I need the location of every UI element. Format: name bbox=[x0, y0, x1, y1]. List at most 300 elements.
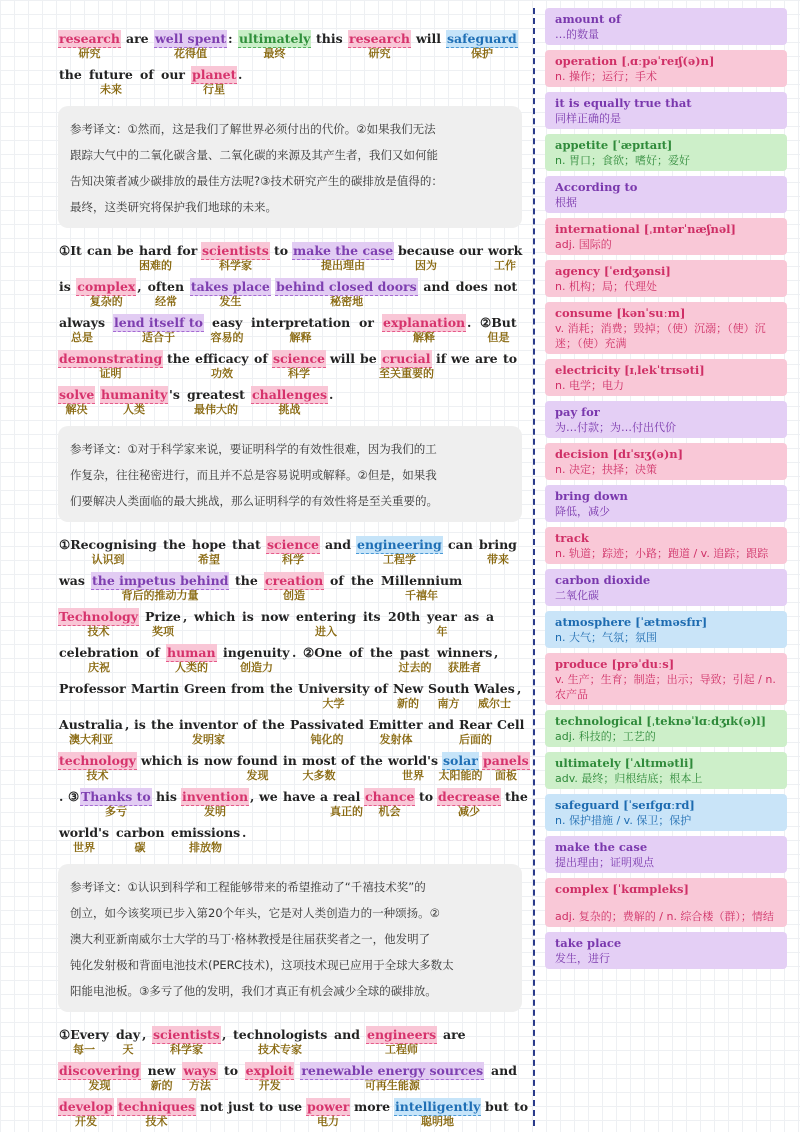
word-gloss: 证明 bbox=[99, 367, 122, 380]
word: we bbox=[451, 351, 470, 366]
word-gloss: 工程学 bbox=[383, 553, 416, 566]
word: for bbox=[177, 243, 198, 258]
word-gloss: 科学家 bbox=[170, 1043, 203, 1056]
translation-box bbox=[58, 426, 522, 522]
word: not bbox=[200, 1099, 224, 1114]
highlighted-word: renewable energy sources bbox=[301, 1063, 484, 1078]
vocab-term: safeguard [ˈseɪfɡɑːrd] bbox=[555, 798, 695, 812]
text-line bbox=[58, 750, 529, 786]
word-gloss: 世界 bbox=[73, 841, 95, 854]
word: of bbox=[254, 351, 268, 366]
vocab-card bbox=[545, 752, 787, 789]
word-gloss: 发现 bbox=[88, 1079, 111, 1092]
word: are bbox=[475, 351, 498, 366]
highlighted-word: takes place bbox=[190, 279, 270, 294]
vocab-term: operation [ˌɑːpəˈreɪʃ(ə)n] bbox=[555, 54, 715, 68]
vocab-term: complex [ˈkɑmpleks] bbox=[555, 882, 689, 896]
word-gloss: 获胜者 bbox=[448, 661, 481, 674]
word: to bbox=[514, 1099, 529, 1114]
word: now bbox=[204, 753, 233, 768]
word-gloss: 南方 bbox=[437, 697, 460, 710]
vocab-term: decision [dɪˈsɪʒ(ə)n] bbox=[555, 447, 684, 461]
word: Professor bbox=[59, 681, 126, 696]
highlighted-word: Thanks to bbox=[81, 789, 151, 804]
word: the bbox=[351, 573, 374, 588]
word: future bbox=[89, 67, 133, 82]
word-gloss: 认识到 bbox=[91, 553, 125, 566]
vocab-card bbox=[545, 218, 787, 255]
word-gloss: 未来 bbox=[100, 83, 122, 96]
word: a bbox=[320, 789, 329, 804]
vocab-card bbox=[545, 8, 787, 45]
word: that bbox=[232, 537, 261, 552]
word: because bbox=[398, 243, 455, 258]
vocab-card bbox=[545, 443, 787, 480]
text-line bbox=[58, 240, 522, 276]
word: of bbox=[341, 753, 355, 768]
word-gloss: 方法 bbox=[188, 1079, 211, 1092]
translation-line: 作复杂，往往秘密进行，而且并不总是容易说明或解释。②但是，如果我 bbox=[70, 468, 437, 482]
word-gloss: 钝化的 bbox=[310, 733, 344, 746]
vocab-term: technological [ˌteknəˈlɑːdʒɪk(ə)l] bbox=[555, 714, 767, 728]
vocab-definition: 根据 bbox=[555, 196, 577, 209]
vocab-term: track bbox=[555, 531, 589, 545]
word: the bbox=[370, 645, 393, 660]
word-gloss: 机会 bbox=[378, 805, 401, 818]
highlighted-word: the impetus behind bbox=[92, 573, 229, 588]
highlighted-word: techniques bbox=[118, 1099, 196, 1114]
highlighted-word: crucial bbox=[382, 351, 431, 366]
word-gloss: 至关重要的 bbox=[379, 367, 434, 380]
highlighted-word: challenges bbox=[252, 387, 328, 402]
vocab-definition: n. 轨道；踪迹；小路；跑道 / v. 追踪；跟踪 bbox=[555, 547, 769, 560]
word: and bbox=[491, 1063, 517, 1078]
word: ingenuity bbox=[223, 645, 290, 660]
highlighted-word: make the case bbox=[293, 243, 394, 258]
word-gloss: 减少 bbox=[458, 805, 480, 818]
word: new bbox=[147, 1063, 176, 1078]
word: Emitter bbox=[369, 717, 423, 732]
vocab-card bbox=[545, 710, 787, 747]
highlighted-word: science bbox=[273, 351, 326, 366]
text-line bbox=[58, 1024, 522, 1060]
word-gloss: 发明家 bbox=[192, 733, 225, 746]
column-divider bbox=[533, 8, 535, 1126]
word-gloss: 真正的 bbox=[330, 805, 363, 818]
word: his bbox=[156, 789, 177, 804]
word: South bbox=[428, 681, 470, 696]
word: and bbox=[423, 279, 450, 294]
vocab-definition: n. 机构；局；代理处 bbox=[555, 280, 657, 293]
word: and bbox=[428, 717, 454, 732]
word: world's bbox=[388, 753, 439, 768]
word-gloss: 人类的 bbox=[175, 661, 208, 674]
word-gloss: 新的 bbox=[397, 697, 419, 710]
word: ①Recognising bbox=[59, 537, 157, 552]
word: Rear bbox=[459, 717, 493, 732]
word-gloss: 进入 bbox=[315, 625, 337, 638]
highlighted-word: demonstrating bbox=[59, 351, 163, 366]
word-gloss: 技术 bbox=[87, 625, 110, 638]
vocab-card bbox=[545, 401, 787, 438]
highlighted-word: planet bbox=[192, 67, 237, 82]
highlighted-word: ultimately bbox=[239, 31, 311, 46]
word: can bbox=[448, 537, 473, 552]
word: the bbox=[59, 67, 82, 82]
word-gloss: 创造 bbox=[283, 589, 305, 602]
vocab-definition: 发生，进行 bbox=[555, 952, 610, 965]
vocab-card bbox=[545, 134, 787, 171]
vocab-term: amount of bbox=[555, 12, 621, 26]
word: interpretation bbox=[251, 315, 351, 330]
word: : bbox=[228, 31, 233, 46]
word-gloss: 太阳能的 bbox=[438, 769, 483, 782]
word: day bbox=[116, 1027, 141, 1042]
word: the bbox=[167, 351, 190, 366]
word: have bbox=[283, 789, 316, 804]
word-gloss: 最终 bbox=[263, 47, 286, 60]
word: of bbox=[330, 573, 344, 588]
word: ③ bbox=[68, 789, 80, 804]
word: but bbox=[485, 1099, 509, 1114]
vocab-term: pay for bbox=[555, 405, 600, 419]
word-gloss: 花得值 bbox=[174, 47, 207, 60]
word-gloss: 发现 bbox=[246, 769, 269, 782]
word-gloss: 发明 bbox=[204, 805, 226, 818]
highlighted-word: creation bbox=[265, 573, 324, 588]
word: to bbox=[419, 789, 434, 804]
vocab-card bbox=[545, 92, 787, 129]
text-line bbox=[58, 786, 528, 822]
highlighted-word: intelligently bbox=[395, 1099, 481, 1114]
highlighted-word: scientists bbox=[153, 1027, 220, 1042]
word-gloss: 解释 bbox=[289, 331, 312, 344]
word: , bbox=[517, 681, 522, 696]
vocab-term: agency [ˈeɪdʒənsi] bbox=[555, 264, 671, 278]
word: Passivated bbox=[290, 717, 364, 732]
word: to bbox=[224, 1063, 239, 1078]
text-line bbox=[58, 1096, 529, 1132]
word-gloss: 提出理由 bbox=[321, 259, 365, 272]
word: , bbox=[222, 1027, 227, 1042]
highlighted-word: engineering bbox=[357, 537, 442, 552]
word: . bbox=[242, 825, 247, 840]
word-gloss: 功效 bbox=[211, 367, 233, 380]
highlighted-word: power bbox=[307, 1099, 350, 1114]
word: ①It bbox=[59, 243, 82, 258]
word-gloss: 研究 bbox=[78, 47, 101, 60]
word: . bbox=[329, 387, 334, 402]
word: real bbox=[333, 789, 361, 804]
highlighted-word: decrease bbox=[438, 789, 500, 804]
highlighted-word: solve bbox=[59, 387, 95, 402]
vocab-term: international [ˌɪntərˈnæʃnəl] bbox=[555, 222, 736, 236]
word-gloss: 威尔士 bbox=[478, 697, 511, 710]
word-gloss: 工程师 bbox=[385, 1043, 418, 1056]
word-gloss: 可再生能源 bbox=[364, 1079, 420, 1092]
word-gloss: 千禧年 bbox=[405, 589, 438, 602]
word: year bbox=[427, 609, 457, 624]
highlighted-word: discovering bbox=[59, 1063, 140, 1078]
highlighted-word: explanation bbox=[383, 315, 466, 330]
vocab-definition: n. 胃口；食欲；嗜好；爱好 bbox=[555, 154, 690, 167]
vocab-definition: n. 保护措施 / v. 保卫；保护 bbox=[555, 814, 692, 827]
word: and bbox=[334, 1027, 360, 1042]
vocab-definition: adj. 科技的；工艺的 bbox=[555, 730, 656, 743]
vocab-definition: 为…付款；为…付出代价 bbox=[555, 421, 676, 434]
word: found bbox=[237, 753, 278, 768]
word: or bbox=[359, 315, 374, 330]
word-gloss: 电力 bbox=[317, 1115, 339, 1128]
word-gloss: 行星 bbox=[203, 83, 225, 96]
word: this bbox=[316, 31, 343, 46]
word-gloss: 最伟大的 bbox=[194, 403, 238, 416]
highlighted-word: research bbox=[59, 31, 120, 46]
word: of bbox=[140, 67, 154, 82]
word: the bbox=[235, 573, 258, 588]
highlighted-word: safeguard bbox=[447, 31, 517, 46]
word-gloss: 科学 bbox=[282, 553, 304, 566]
word-gloss: 创造力 bbox=[240, 661, 273, 674]
word-gloss: 人类 bbox=[123, 403, 145, 416]
text-line bbox=[58, 822, 522, 862]
word: from bbox=[231, 681, 265, 696]
text-line bbox=[58, 678, 522, 714]
vocab-card bbox=[545, 653, 787, 705]
word: if bbox=[436, 351, 447, 366]
word: Millennium bbox=[381, 573, 463, 588]
word: Martin bbox=[131, 681, 180, 696]
word-gloss: 奖项 bbox=[152, 625, 174, 638]
vocab-term: produce [prəˈduːs] bbox=[555, 657, 675, 671]
word: is bbox=[242, 609, 254, 624]
highlighted-word: ways bbox=[183, 1063, 217, 1078]
word: efficacy bbox=[195, 351, 249, 366]
word-gloss: 解决 bbox=[65, 403, 88, 416]
word-gloss: 技术 bbox=[86, 769, 109, 782]
vocab-card bbox=[545, 176, 787, 213]
translation-line: 告知决策者减少碳排放的最佳方法呢?③技术研究产生的碳排放是值得的： bbox=[70, 174, 443, 188]
word-gloss: 技术专家 bbox=[258, 1043, 302, 1056]
word: the bbox=[151, 717, 174, 732]
vocab-term: take place bbox=[555, 936, 622, 950]
vocab-definition: adj. 复杂的；费解的 / n. 综合楼（群）；情结 bbox=[555, 910, 774, 923]
word: the bbox=[270, 681, 293, 696]
word: just bbox=[228, 1099, 255, 1114]
vocab-card bbox=[545, 878, 787, 927]
word: are bbox=[443, 1027, 466, 1042]
word-gloss: 科学家 bbox=[219, 259, 252, 272]
word-gloss: 大学 bbox=[322, 697, 345, 710]
vocab-card bbox=[545, 932, 787, 969]
word: technologists bbox=[233, 1027, 328, 1042]
vocab-term: consume [kənˈsuːm] bbox=[555, 306, 686, 320]
word-gloss: 困难的 bbox=[139, 259, 172, 272]
highlighted-word: engineers bbox=[367, 1027, 437, 1042]
word-gloss: 开发 bbox=[258, 1079, 281, 1092]
word: . bbox=[467, 315, 472, 330]
vocab-definition: v. 消耗；消费；毁掉；（使）沉溺；（使）沉迷；（使）充满 bbox=[555, 322, 766, 350]
translation-line: 澳大利亚新南威尔士大学的马丁·格林教授是往届获奖者之一，他发明了 bbox=[70, 932, 431, 946]
vocab-term: atmosphere [ˈætməsfɪr] bbox=[555, 615, 708, 629]
word: Green bbox=[184, 681, 227, 696]
highlighted-word: well spent bbox=[155, 31, 227, 46]
word: winners bbox=[437, 645, 493, 660]
word: past bbox=[400, 645, 430, 660]
translation-line: 参考译文：①然而，这是我们了解世界必须付出的代价。②如果我们无法 bbox=[70, 122, 436, 136]
vocab-card bbox=[545, 485, 787, 522]
vocab-term: it is equally true that bbox=[555, 96, 692, 110]
word: does bbox=[455, 279, 488, 294]
highlighted-word: complex bbox=[77, 279, 136, 294]
highlighted-word: Technology bbox=[59, 609, 139, 624]
word: of bbox=[349, 645, 363, 660]
word: . bbox=[292, 645, 297, 660]
word: the bbox=[262, 717, 285, 732]
word-gloss: 复杂的 bbox=[89, 295, 123, 308]
vocab-card bbox=[545, 302, 787, 354]
vocab-card bbox=[545, 794, 787, 831]
translation-line: 参考译文：①认识到科学和工程能够带来的希望推动了“千禧技术奖”的 bbox=[70, 880, 426, 894]
text-line bbox=[58, 276, 522, 312]
highlighted-word: humanity bbox=[101, 387, 168, 402]
word-gloss: 科学 bbox=[288, 367, 310, 380]
word: New bbox=[393, 681, 424, 696]
word-gloss: 世界 bbox=[402, 769, 424, 782]
word: University bbox=[298, 681, 370, 696]
word-gloss: 开发 bbox=[75, 1115, 97, 1128]
word: 20th bbox=[388, 609, 421, 624]
vocab-term: carbon dioxide bbox=[555, 573, 651, 587]
word: most bbox=[302, 753, 337, 768]
word-gloss: 聪明地 bbox=[421, 1115, 454, 1128]
word: and bbox=[325, 537, 351, 552]
word: , bbox=[137, 279, 142, 294]
translation-box bbox=[58, 106, 522, 228]
word-gloss: 年 bbox=[436, 625, 448, 638]
word: carbon bbox=[116, 825, 165, 840]
word: often bbox=[147, 279, 185, 294]
word-gloss: 适合于 bbox=[142, 331, 175, 344]
word: Australia bbox=[59, 717, 123, 732]
word-gloss: 每一 bbox=[73, 1043, 95, 1056]
word: is bbox=[59, 279, 71, 294]
word-gloss: 碳 bbox=[134, 841, 146, 854]
word: be bbox=[117, 243, 134, 258]
word-gloss: 研究 bbox=[368, 47, 391, 60]
word: . bbox=[238, 67, 243, 82]
vocab-definition: n. 电学；电力 bbox=[555, 379, 624, 392]
word: inventor bbox=[179, 717, 238, 732]
highlighted-word: human bbox=[167, 645, 216, 660]
word-gloss: 发生 bbox=[219, 295, 242, 308]
text-line bbox=[58, 348, 522, 384]
word: now bbox=[261, 609, 290, 624]
word: was bbox=[59, 573, 85, 588]
text-line bbox=[58, 312, 522, 348]
word: can bbox=[87, 243, 112, 258]
highlighted-word: behind closed doors bbox=[276, 279, 417, 294]
text-line bbox=[58, 28, 522, 64]
word: the bbox=[360, 753, 383, 768]
word-gloss: 新的 bbox=[150, 1079, 173, 1092]
word: , bbox=[494, 645, 499, 660]
word: hope bbox=[192, 537, 227, 552]
vocab-term: electricity [ɪˌlekˈtrɪsəti] bbox=[555, 363, 705, 377]
text-line bbox=[58, 64, 522, 104]
word-gloss: 工作 bbox=[494, 259, 516, 272]
text-line bbox=[58, 1060, 522, 1096]
word: of bbox=[146, 645, 160, 660]
word-gloss: 后面的 bbox=[459, 733, 492, 746]
text-line bbox=[58, 570, 522, 606]
word: , bbox=[142, 1027, 147, 1042]
word-gloss: 希望 bbox=[198, 553, 220, 566]
word: in bbox=[283, 753, 297, 768]
word: of bbox=[243, 717, 257, 732]
word-gloss: 总是 bbox=[71, 331, 93, 344]
text-line bbox=[58, 384, 522, 424]
highlighted-word: scientists bbox=[202, 243, 269, 258]
word: will bbox=[416, 31, 442, 46]
word: is bbox=[187, 753, 199, 768]
word: Cell bbox=[497, 717, 525, 732]
highlighted-word: research bbox=[349, 31, 410, 46]
word-gloss: 背后的推动力量 bbox=[121, 589, 199, 602]
word: , bbox=[250, 789, 255, 804]
vocab-card bbox=[545, 50, 787, 87]
translation-line: 最终，这类研究将保护我们地球的未来。 bbox=[70, 200, 277, 214]
highlighted-word: chance bbox=[365, 789, 415, 804]
word-gloss: 排放物 bbox=[189, 841, 222, 854]
word-gloss: 天 bbox=[122, 1043, 134, 1056]
word: as bbox=[464, 609, 480, 624]
highlighted-word: develop bbox=[59, 1099, 113, 1114]
word: more bbox=[354, 1099, 391, 1114]
vocab-definition: 降低，减少 bbox=[555, 505, 610, 518]
translation-box bbox=[58, 864, 522, 1012]
text-line bbox=[58, 642, 522, 678]
translation-line: 跟踪大气中的二氧化碳含量、二氧化碳的来源及其产生者，我们又如何能 bbox=[70, 148, 438, 162]
word: is bbox=[134, 717, 146, 732]
word-gloss: 挑战 bbox=[278, 403, 301, 416]
translation-line: 创立，如今该奖项已步入第20个年头，它是对人类创造力的一种颂扬。② bbox=[70, 906, 440, 920]
word-gloss: 容易的 bbox=[210, 331, 244, 344]
text-line bbox=[58, 714, 525, 750]
word: we bbox=[259, 789, 278, 804]
highlighted-word: invention bbox=[182, 789, 249, 804]
word: always bbox=[59, 315, 106, 330]
word: are bbox=[126, 31, 149, 46]
word-gloss: 大多数 bbox=[302, 769, 336, 782]
word-gloss: 面板 bbox=[495, 769, 517, 782]
word-gloss: 保护 bbox=[471, 47, 493, 60]
text-line bbox=[58, 606, 522, 642]
highlighted-word: technology bbox=[59, 753, 136, 768]
word: be bbox=[360, 351, 377, 366]
word: bring bbox=[479, 537, 517, 552]
vocab-definition: n. 决定；抉择；决策 bbox=[555, 463, 657, 476]
vocab-definition: v. 生产；生育；制造；出示；导致；引起 / n. 农产品 bbox=[555, 673, 776, 701]
word-gloss: 解释 bbox=[413, 331, 435, 344]
vocab-card bbox=[545, 359, 787, 396]
word-gloss: 带来 bbox=[487, 553, 509, 566]
word: greatest bbox=[187, 387, 245, 402]
word: to bbox=[274, 243, 289, 258]
vocab-definition: 提出理由；证明观点 bbox=[555, 856, 654, 869]
word-gloss: 经常 bbox=[155, 295, 178, 308]
vocab-definition: 同样正确的是 bbox=[555, 112, 621, 125]
